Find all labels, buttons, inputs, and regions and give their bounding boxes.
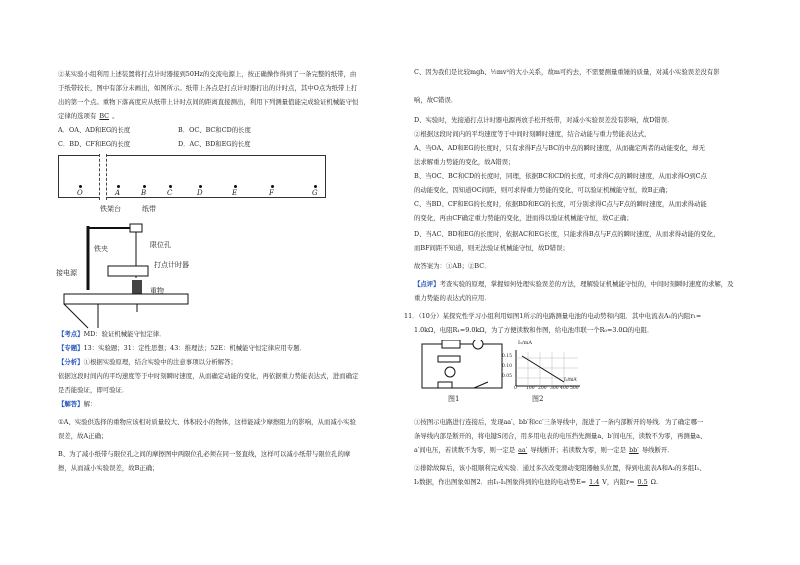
kaodian <box>58 330 396 339</box>
tape-dot <box>199 185 202 188</box>
q11-part-5 <box>414 478 760 487</box>
jieda <box>58 400 396 409</box>
question-stem-end: 。 <box>112 112 119 120</box>
q11-part-3b: 导线断开；若读数为零，则一定是 <box>530 446 627 454</box>
q11-part-3a: a′间电压，若读数不为零，则一定是 <box>414 446 516 454</box>
label-timer: 打点计时器 <box>154 261 189 269</box>
right-line: 响，故C错误． <box>414 96 458 104</box>
dianping-line-1: 考查实验的原理，掌握如何处理实验误差的方法，理解验证机械能守恒的，中间时刻瞬时速度的求解，及 <box>439 280 734 288</box>
q11-line-2: 1.0kΩ，电阻R₁=9.0kΩ，为了方便读数和作图，给电池串联一个R₀=3.0Ω的电阻． <box>414 326 654 334</box>
dianping-line-2: 重力势能的表达式的应用． <box>414 294 491 302</box>
graph-xtick: 300 <box>550 386 559 391</box>
q11-part-5b: V，内阻r= <box>602 478 635 486</box>
jieda-line-2: 误差，故A正确； <box>58 432 108 440</box>
zhuanti <box>58 344 396 353</box>
dianping <box>414 280 760 289</box>
question-stem-text: 定律的选项有 <box>58 112 97 120</box>
label-iron-stand: 铁架台 <box>100 205 121 213</box>
intro-line-3: 出的第一个点。重物下落高度应从纸带上计时点间的距离直接测出，利用下列测量值能完成验证机械能守恒 <box>58 98 359 106</box>
label-weight: 重物 <box>150 287 164 295</box>
jieda-line-3: B、为了减小纸带与限位孔之间的摩擦图中两限位孔必须在同一竖直线，这样可以减小纸带与限位孔的摩 <box>58 450 351 458</box>
tape-dot <box>117 185 120 188</box>
answer-bb: bb′ <box>629 446 639 454</box>
tape-point-label: O <box>77 189 83 197</box>
apparatus-drawing <box>58 220 238 330</box>
tape-dot <box>79 185 82 188</box>
tape-point-label: C <box>167 189 173 197</box>
circuit-drawing <box>418 340 506 400</box>
dianping-tag: 【点评】 <box>414 280 440 288</box>
question-stem <box>58 112 396 121</box>
right-line: 的动能变化，因知道OC间距，则可求得重力势能的变化，可以验证机械能守恒，故B正确； <box>414 186 672 194</box>
q11-part-5c: Ω. <box>650 478 658 486</box>
q11-part-4: ②排除故障后，该小组顺利完成实验．通过多次改变滑动变阻器触头位置，得到电流表A和A₂的多组I₁、 <box>414 464 706 472</box>
answer-aa: aa′ <box>518 446 528 454</box>
option-c: C．BD、CF和EG的长度 <box>58 140 131 148</box>
jieda-head: 解： <box>83 400 97 408</box>
options-row-1 <box>58 126 396 135</box>
q11-line-1: 11．（10分）某探究性学习小组利用如图1所示的电路测量电池的电动势和内阻．其中电流表A₁的内阻r₁= <box>404 312 702 320</box>
intro-line-2: 于纸带较长，图中有部分未画出，如图所示。纸带上各点是打点计时器打出的计时点，其中O点为纸带上打 <box>58 84 358 92</box>
circuit-figure <box>418 340 506 403</box>
right-line: D、当AC、BD和EG的长度时，依据AC和EG长度，只能求得B点与F点的瞬时速度，从而求得动能的变化， <box>414 230 720 238</box>
tape-point-label: F <box>269 189 274 197</box>
right-line: 故答案为：①AB；②BC． <box>414 262 491 270</box>
fig2-label: 图2 <box>532 395 544 403</box>
tape-point-label: G <box>312 189 318 197</box>
fenxi <box>58 358 396 367</box>
tape-point-label: A <box>115 189 121 197</box>
answer-r: 0.5 <box>637 478 648 486</box>
fenxi-line-1: ①根据实验原理，结合实验中的注意事项以分析解答； <box>83 358 237 366</box>
graph-xtick: 400 <box>560 386 569 391</box>
jieda-line-4: 擦，从而减小实验误差，故B正确； <box>58 464 159 472</box>
intro-line-1: ②某实验小组利用上述装置将打点计时器接到50Hz的交流电源上，按正确操作得到了一条完整的纸带，由 <box>58 70 357 78</box>
graph-xlabel: I₂/mA <box>564 378 577 383</box>
q11-part-2: 条导线内部是断开的，将电键S闭合，用多用电表的电压挡先测量a、b′间电压，读数不为零，再测量a、 <box>414 432 707 440</box>
question-answer: BC <box>99 112 110 120</box>
right-line: C、因为我们是比较mgh、½mv²的大小关系，故m可约去，不需要测量重锤的质量，对减小实验误差没有影 <box>414 68 720 76</box>
jieda-line-1: ①A、实验供选择的重物应该相对质量较大、体积较小的物体，这样能减少摩擦阻力的影响，从而减小实验 <box>58 418 356 426</box>
fenxi-tag: 【分析】 <box>58 358 84 366</box>
tape-point-label: E <box>232 189 238 197</box>
q11-part-5a: I₂数据，作出图象如图2．由I₁-I₂图象得到的电池的电动势E= <box>414 478 587 486</box>
right-line: D、实验时，先接通打点计时器电源再放手松开纸带，对减小实验误差没有影响，故D错误． <box>414 116 674 124</box>
paper-tape-figure <box>58 155 326 198</box>
tape-dot <box>314 185 317 188</box>
kaodian-tag: 【考点】 <box>58 330 84 338</box>
graph-xtick: 200 <box>538 386 547 391</box>
q11-part-3 <box>414 446 760 455</box>
tape-point-label: D <box>197 189 203 197</box>
tape-point-label: B <box>141 189 147 197</box>
right-line: 的变化，再由CF确定重力势能的变化，进而得以验证机械能守恒，故C正确； <box>414 214 633 222</box>
label-limit-hole: 限位孔 <box>150 241 171 249</box>
right-line: 而BF间距不知道，则无法验证机械能守恒，故D错误； <box>414 244 569 252</box>
kaodian-text: MD：验证机械能守恒定律． <box>83 330 166 338</box>
q11-part-3c: 导线断开． <box>641 446 674 454</box>
tape-dot <box>169 185 172 188</box>
label-power: 接电源 <box>56 269 77 277</box>
label-clamp: 铁夹 <box>94 245 108 253</box>
graph-ytick: 0.05 <box>502 374 513 379</box>
tape-break <box>99 154 107 200</box>
option-a: A．OA、AD和EG的长度 <box>58 126 131 134</box>
right-line: 法求解重力势能的变化，故A错误； <box>414 158 515 166</box>
option-b: B．OC、BC和CD的长度 <box>178 126 251 134</box>
graph-xtick: 500 <box>570 386 579 391</box>
option-d: D．AC、BD和EG的长度 <box>178 140 251 148</box>
graph-figure <box>502 340 582 403</box>
right-line: C、当BD、CF和EG的长度时，依据BD和EG的长度，可分别求得C点与F点的瞬时速度，从而求得动能 <box>414 200 707 208</box>
answer-E: 1.4 <box>589 478 600 486</box>
fenxi-line-3: 是否能验证，即可验证． <box>58 386 129 394</box>
graph-ytick: 0.10 <box>502 364 513 369</box>
fig1-label: 图1 <box>448 395 460 403</box>
label-paper-tape: 纸带 <box>142 205 156 213</box>
zhuanti-text: 13：实验题；31：定性思想；43：推理法；52E：机械能守恒定律应用专题． <box>83 344 307 352</box>
right-line: ②根据这段时间内的平均速度等于中间时刻瞬时速度，结合动能与重力势能表达式， <box>414 130 651 138</box>
tape-dot <box>234 185 237 188</box>
tape-dot <box>271 185 274 188</box>
right-line: A、当OA、AD和EG的长度时，只有求得F点与BC的中点的瞬时速度，从而确定两者的动能变化，却无 <box>414 144 705 152</box>
zhuanti-tag: 【专题】 <box>58 344 84 352</box>
jieda-tag: 【解答】 <box>58 400 84 408</box>
right-line: B、当OC、BC和CD的长度时，同理，依据BC和CD的长度，可求得C点的瞬时速度，从而求得O到C点 <box>414 172 707 180</box>
graph-ytick: 0.15 <box>502 354 513 359</box>
q11-part-1: ①按图示电路进行连接后，发现aa′、bb′和cc′三条导线中，混进了一条内部断开的导线．为了确定哪一 <box>414 418 704 426</box>
fenxi-line-2: 依据这段时间内的平均速度等于中时刻瞬时速度，从而确定动能的变化，再依据重力势能表达式，进而确定 <box>58 372 359 380</box>
graph-xtick: 100 <box>526 386 535 391</box>
tape-dot <box>143 185 146 188</box>
options-row-2 <box>58 140 396 149</box>
apparatus-figure <box>56 205 238 330</box>
graph-ylabel: I₁/mA <box>518 340 533 346</box>
graph-xtick: 0 <box>514 386 517 391</box>
